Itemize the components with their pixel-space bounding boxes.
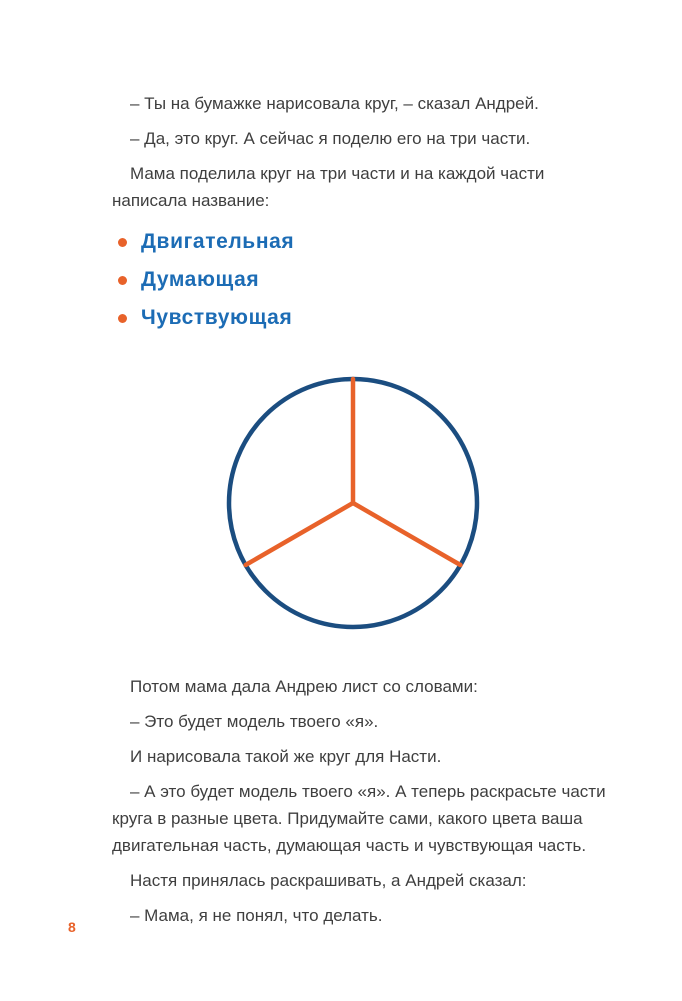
bullet-icon: [118, 276, 127, 285]
paragraph-narration-nastya-colors: Настя принялась раскрашивать, а Андрей сказал:: [130, 871, 527, 890]
divider-line-lower-right: [353, 503, 460, 565]
bullet-icon: [118, 314, 127, 323]
list-item: [112, 230, 612, 254]
bullet-icon: [118, 238, 127, 247]
list-item: [112, 268, 612, 292]
divider-line-lower-left: [246, 503, 353, 565]
paragraph-dialogue-model: – Это будет модель твоего «я».: [130, 712, 379, 731]
paragraph-narration-sheet: Потом мама дала Андрею лист со словами:: [130, 677, 478, 696]
list-item: [112, 306, 612, 330]
circle-diagram: [224, 374, 482, 637]
paragraph-narration-nastya-circle: И нарисовала такой же круг для Насти.: [130, 747, 442, 766]
page-content: [112, 90, 612, 937]
page-number: 8: [68, 919, 76, 935]
paragraph-dialogue-mama: – Да, это круг. А сейчас я поделю его на три части.: [130, 129, 531, 148]
paragraph-narration-divide: Мама поделила круг на три части и на каждой части написала название:: [112, 164, 545, 210]
paragraph-dialogue-color-parts: – А это будет модель твоего «я». А теперь раскрасьте части круга в разные цвета. Придумайте сами, какого цвета ваша двигательная часть, думающая часть и чувствующая часть.: [112, 782, 606, 855]
bullet-label-feeling: Чувствующая: [141, 306, 293, 329]
bullet-list: [112, 230, 612, 330]
bullet-label-motor: Двигательная: [141, 230, 295, 253]
bullet-label-thinking: Думающая: [141, 268, 260, 291]
paragraph-dialogue-dont-understand: – Мама, я не понял, что делать.: [130, 906, 383, 925]
three-part-circle-illustration: [224, 374, 482, 632]
paragraph-dialogue-andrey: – Ты на бумажке нарисовала круг, – сказал Андрей.: [130, 94, 539, 113]
